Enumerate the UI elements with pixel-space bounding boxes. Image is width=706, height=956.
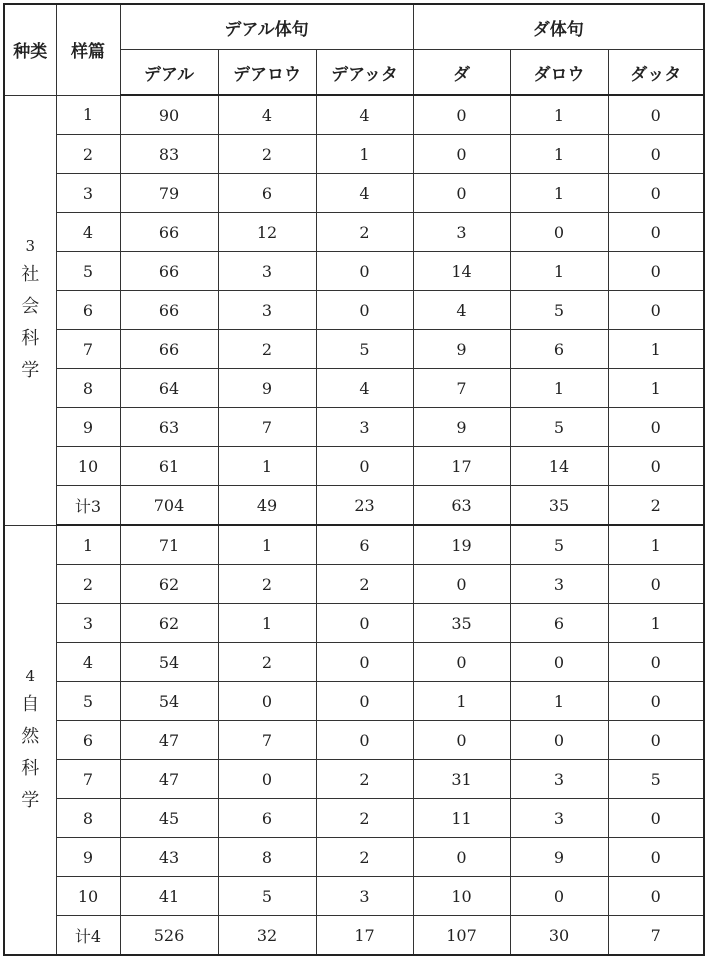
category-char: 会 [21,296,40,317]
category-char: 3 [25,237,36,255]
datta-cell: 5 [608,760,704,799]
datta-cell: 0 [608,643,704,682]
table-row [4,643,704,682]
da-cell: 11 [413,799,510,838]
deatta-cell: 1 [316,135,413,174]
deatta-cell: 0 [316,721,413,760]
datta-cell: 0 [608,682,704,721]
dearu-cell: 61 [120,447,218,486]
darou-cell: 1 [510,682,608,721]
dearu-cell: 90 [120,95,218,135]
dearu-cell: 63 [120,408,218,447]
sample-cell: 5 [56,252,120,291]
darou-cell: 1 [510,135,608,174]
dearou-cell: 6 [218,174,316,213]
dearu-cell: 54 [120,682,218,721]
darou-cell: 5 [510,291,608,330]
da-cell: 0 [413,135,510,174]
sample-cell: 1 [56,525,120,565]
category-char: 自 [21,693,40,715]
darou-cell: 3 [510,799,608,838]
da-cell: 0 [413,95,510,135]
deatta-cell: 0 [316,682,413,721]
dearou-cell: 1 [218,447,316,486]
sample-cell: 4 [56,213,120,252]
deatta-cell: 4 [316,95,413,135]
darou-cell: 0 [510,877,608,916]
sample-cell: 10 [56,877,120,916]
datta-cell: 0 [608,213,704,252]
header-col-datta: ダッタ [608,50,704,96]
header-col-darou: ダロウ [510,50,608,96]
category-cell [4,525,56,955]
da-cell: 0 [413,174,510,213]
sample-cell: 计3 [56,486,120,526]
deatta-cell: 2 [316,213,413,252]
dearou-cell: 5 [218,877,316,916]
da-cell: 1 [413,682,510,721]
dearou-cell: 7 [218,408,316,447]
sample-cell: 7 [56,760,120,799]
dearou-cell: 9 [218,369,316,408]
category-char: 学 [21,789,40,811]
datta-cell: 0 [608,565,704,604]
header-kind: 种类 [4,4,56,95]
da-cell: 0 [413,643,510,682]
dearou-cell: 8 [218,838,316,877]
darou-cell: 9 [510,838,608,877]
deatta-cell: 5 [316,330,413,369]
da-cell: 0 [413,721,510,760]
category-char: 学 [21,360,40,381]
dearu-cell: 704 [120,486,218,526]
sample-cell: 3 [56,174,120,213]
sample-cell: 9 [56,408,120,447]
datta-cell: 0 [608,838,704,877]
header-col-dearu: デアル [120,50,218,96]
table-row [4,565,704,604]
dearu-cell: 526 [120,916,218,956]
table-body [4,95,704,955]
sample-cell: 8 [56,799,120,838]
dearu-cell: 54 [120,643,218,682]
dearou-cell: 2 [218,135,316,174]
darou-cell: 0 [510,213,608,252]
sample-cell: 1 [56,95,120,135]
table-row [4,252,704,291]
sample-cell: 10 [56,447,120,486]
datta-cell: 0 [608,291,704,330]
header-sample: 样篇 [56,4,120,95]
dearou-cell: 12 [218,213,316,252]
total-row [4,916,704,956]
dearu-cell: 43 [120,838,218,877]
da-cell: 107 [413,916,510,956]
deatta-cell: 3 [316,877,413,916]
datta-cell: 0 [608,799,704,838]
darou-cell: 3 [510,760,608,799]
dearu-cell: 47 [120,721,218,760]
darou-cell: 30 [510,916,608,956]
darou-cell: 0 [510,643,608,682]
deatta-cell: 4 [316,369,413,408]
dearu-cell: 66 [120,291,218,330]
sample-cell: 8 [56,369,120,408]
table-row [4,135,704,174]
header-group-da: ダ体句 [413,4,704,50]
category-char: 4 [25,666,36,685]
table-container [3,3,705,956]
table-row [4,408,704,447]
da-cell: 31 [413,760,510,799]
dearou-cell: 2 [218,565,316,604]
sample-cell: 3 [56,604,120,643]
table-row [4,330,704,369]
dearu-cell: 62 [120,565,218,604]
datta-cell: 0 [608,721,704,760]
table-row [4,682,704,721]
da-cell: 14 [413,252,510,291]
table-row [4,447,704,486]
table-row [4,95,704,135]
table-row [4,525,704,565]
dearou-cell: 1 [218,604,316,643]
deatta-cell: 3 [316,408,413,447]
da-cell: 63 [413,486,510,526]
category-char: 然 [21,725,40,747]
datta-cell: 1 [608,604,704,643]
dearu-cell: 47 [120,760,218,799]
dearou-cell: 3 [218,252,316,291]
dearou-cell: 49 [218,486,316,526]
darou-cell: 5 [510,525,608,565]
deatta-cell: 0 [316,643,413,682]
deatta-cell: 2 [316,565,413,604]
dearu-cell: 41 [120,877,218,916]
dearou-cell: 1 [218,525,316,565]
sample-cell: 2 [56,135,120,174]
darou-cell: 35 [510,486,608,526]
dearu-cell: 83 [120,135,218,174]
darou-cell: 6 [510,604,608,643]
table-row [4,838,704,877]
deatta-cell: 2 [316,760,413,799]
da-cell: 0 [413,838,510,877]
datta-cell: 2 [608,486,704,526]
datta-cell: 0 [608,95,704,135]
darou-cell: 0 [510,721,608,760]
dearou-cell: 4 [218,95,316,135]
dearu-cell: 71 [120,525,218,565]
da-cell: 9 [413,408,510,447]
darou-cell: 1 [510,95,608,135]
datta-cell: 0 [608,408,704,447]
da-cell: 7 [413,369,510,408]
category-cell [4,95,56,525]
dearou-cell: 2 [218,330,316,369]
darou-cell: 1 [510,174,608,213]
darou-cell: 14 [510,447,608,486]
dearou-cell: 32 [218,916,316,956]
datta-cell: 1 [608,330,704,369]
darou-cell: 6 [510,330,608,369]
sample-cell: 5 [56,682,120,721]
dearu-cell: 66 [120,330,218,369]
header-col-da: ダ [413,50,510,96]
table-row [4,799,704,838]
deatta-cell: 0 [316,252,413,291]
datta-cell: 1 [608,369,704,408]
sample-cell: 2 [56,565,120,604]
darou-cell: 1 [510,369,608,408]
category-char: 社 [21,264,40,285]
dearu-cell: 66 [120,252,218,291]
table-row [4,604,704,643]
sample-cell: 6 [56,721,120,760]
sample-cell: 7 [56,330,120,369]
dearu-cell: 64 [120,369,218,408]
deatta-cell: 2 [316,838,413,877]
datta-cell: 0 [608,174,704,213]
dearou-cell: 0 [218,682,316,721]
table-row [4,760,704,799]
dearu-cell: 79 [120,174,218,213]
da-cell: 9 [413,330,510,369]
datta-cell: 1 [608,525,704,565]
da-cell: 0 [413,565,510,604]
datta-cell: 0 [608,135,704,174]
table-row [4,877,704,916]
dearu-cell: 45 [120,799,218,838]
category-char: 科 [21,328,40,349]
dearou-cell: 3 [218,291,316,330]
dearou-cell: 7 [218,721,316,760]
da-cell: 10 [413,877,510,916]
da-cell: 17 [413,447,510,486]
header-col-dearou: デアロウ [218,50,316,96]
deatta-cell: 6 [316,525,413,565]
table-row [4,213,704,252]
sample-cell: 6 [56,291,120,330]
dearou-cell: 6 [218,799,316,838]
total-row [4,486,704,526]
dearou-cell: 2 [218,643,316,682]
datta-cell: 0 [608,252,704,291]
darou-cell: 3 [510,565,608,604]
datta-cell: 0 [608,877,704,916]
dearu-cell: 62 [120,604,218,643]
table-header [4,4,704,95]
da-cell: 3 [413,213,510,252]
deatta-cell: 0 [316,604,413,643]
sample-cell: 计4 [56,916,120,956]
table-row [4,174,704,213]
header-group-dearu: デアル体句 [120,4,413,50]
sample-cell: 4 [56,643,120,682]
table-row [4,369,704,408]
deatta-cell: 0 [316,291,413,330]
deatta-cell: 23 [316,486,413,526]
datta-cell: 7 [608,916,704,956]
deatta-cell: 0 [316,447,413,486]
darou-cell: 1 [510,252,608,291]
category-char: 科 [21,757,40,779]
sample-cell: 9 [56,838,120,877]
dearou-cell: 0 [218,760,316,799]
header-col-deatta: デアッタ [316,50,413,96]
dearu-cell: 66 [120,213,218,252]
datta-cell: 0 [608,447,704,486]
deatta-cell: 4 [316,174,413,213]
darou-cell: 5 [510,408,608,447]
table-row [4,291,704,330]
deatta-cell: 2 [316,799,413,838]
table-row [4,721,704,760]
da-cell: 4 [413,291,510,330]
data-table [3,3,705,956]
da-cell: 35 [413,604,510,643]
deatta-cell: 17 [316,916,413,956]
da-cell: 19 [413,525,510,565]
